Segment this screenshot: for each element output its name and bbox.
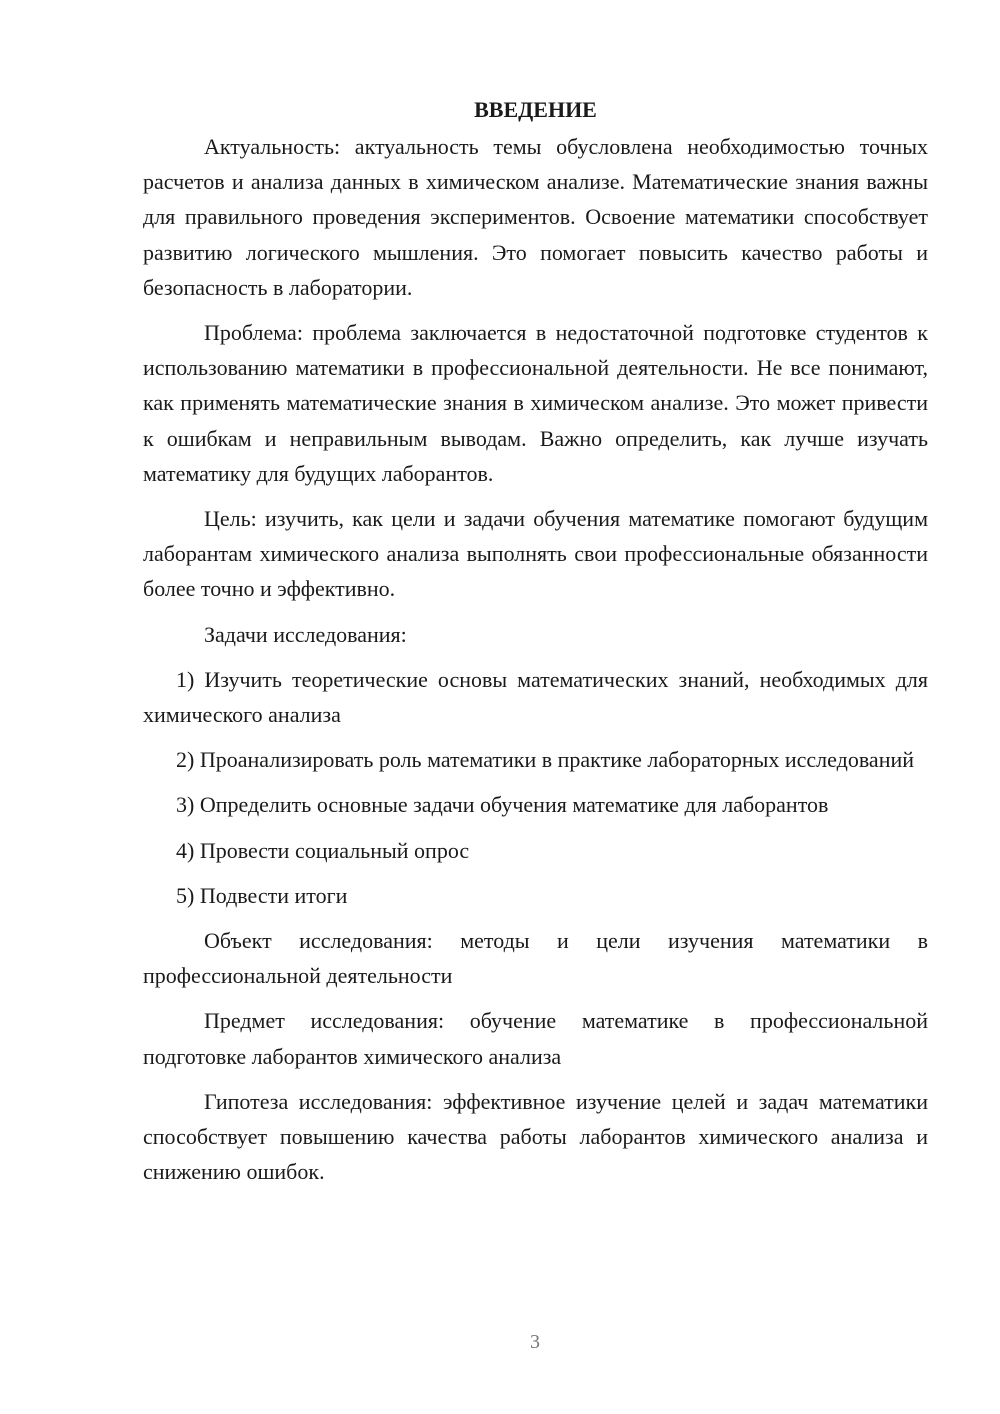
subject-paragraph: Предмет исследования: обучение математике в профессиональной подготовке лаборантов химического анализа bbox=[143, 1008, 928, 1069]
page-title: ВВЕДЕНИЕ bbox=[474, 97, 597, 122]
problem-paragraph: Проблема: проблема заключается в недостаточной подготовке студентов к использованию математики в профессиональной деятельности. Не все понимают, как применять математические знания в химическом анализе. Это может привести к ошибкам и неправильным выводам. Важно определить, как лучше изучать математику для будущих лаборантов. bbox=[143, 320, 928, 486]
tasks-list bbox=[143, 662, 928, 913]
document-page bbox=[143, 92, 928, 1199]
list-item: 5) Подвести итоги bbox=[176, 882, 348, 908]
relevance-paragraph: Актуальность: актуальность темы обусловлена необходимостью точных расчетов и анализа данных в химическом анализе. Математические знания важны для правильного проведения экспериментов. Освоение математики способствует развитию логического мышления. Это помогает повысить качество работы и безопасность в лаборатории. bbox=[143, 134, 928, 300]
page-number: 3 bbox=[530, 1331, 540, 1353]
goal-paragraph: Цель: изучить, как цели и задачи обучения математике помогают будущим лаборантам химического анализа выполнять свои профессиональные обязанности более точно и эффективно. bbox=[143, 506, 928, 602]
tasks-title: Задачи исследования: bbox=[204, 621, 407, 647]
list-item: 3) Определить основные задачи обучения математике для лаборантов bbox=[176, 792, 829, 818]
object-paragraph: Объект исследования: методы и цели изучения математики в профессиональной деятельности bbox=[143, 928, 928, 989]
list-item: 1) Изучить теоретические основы математических знаний, необходимых для химического анализа bbox=[143, 666, 928, 728]
hypothesis-paragraph: Гипотеза исследования: эффективное изучение целей и задач математики способствует повышению качества работы лаборантов химического анализа и снижению ошибок. bbox=[143, 1088, 928, 1185]
list-item: 4) Провести социальный опрос bbox=[176, 837, 470, 863]
list-item: 2) Проанализировать роль математики в практике лабораторных исследований bbox=[176, 747, 915, 773]
